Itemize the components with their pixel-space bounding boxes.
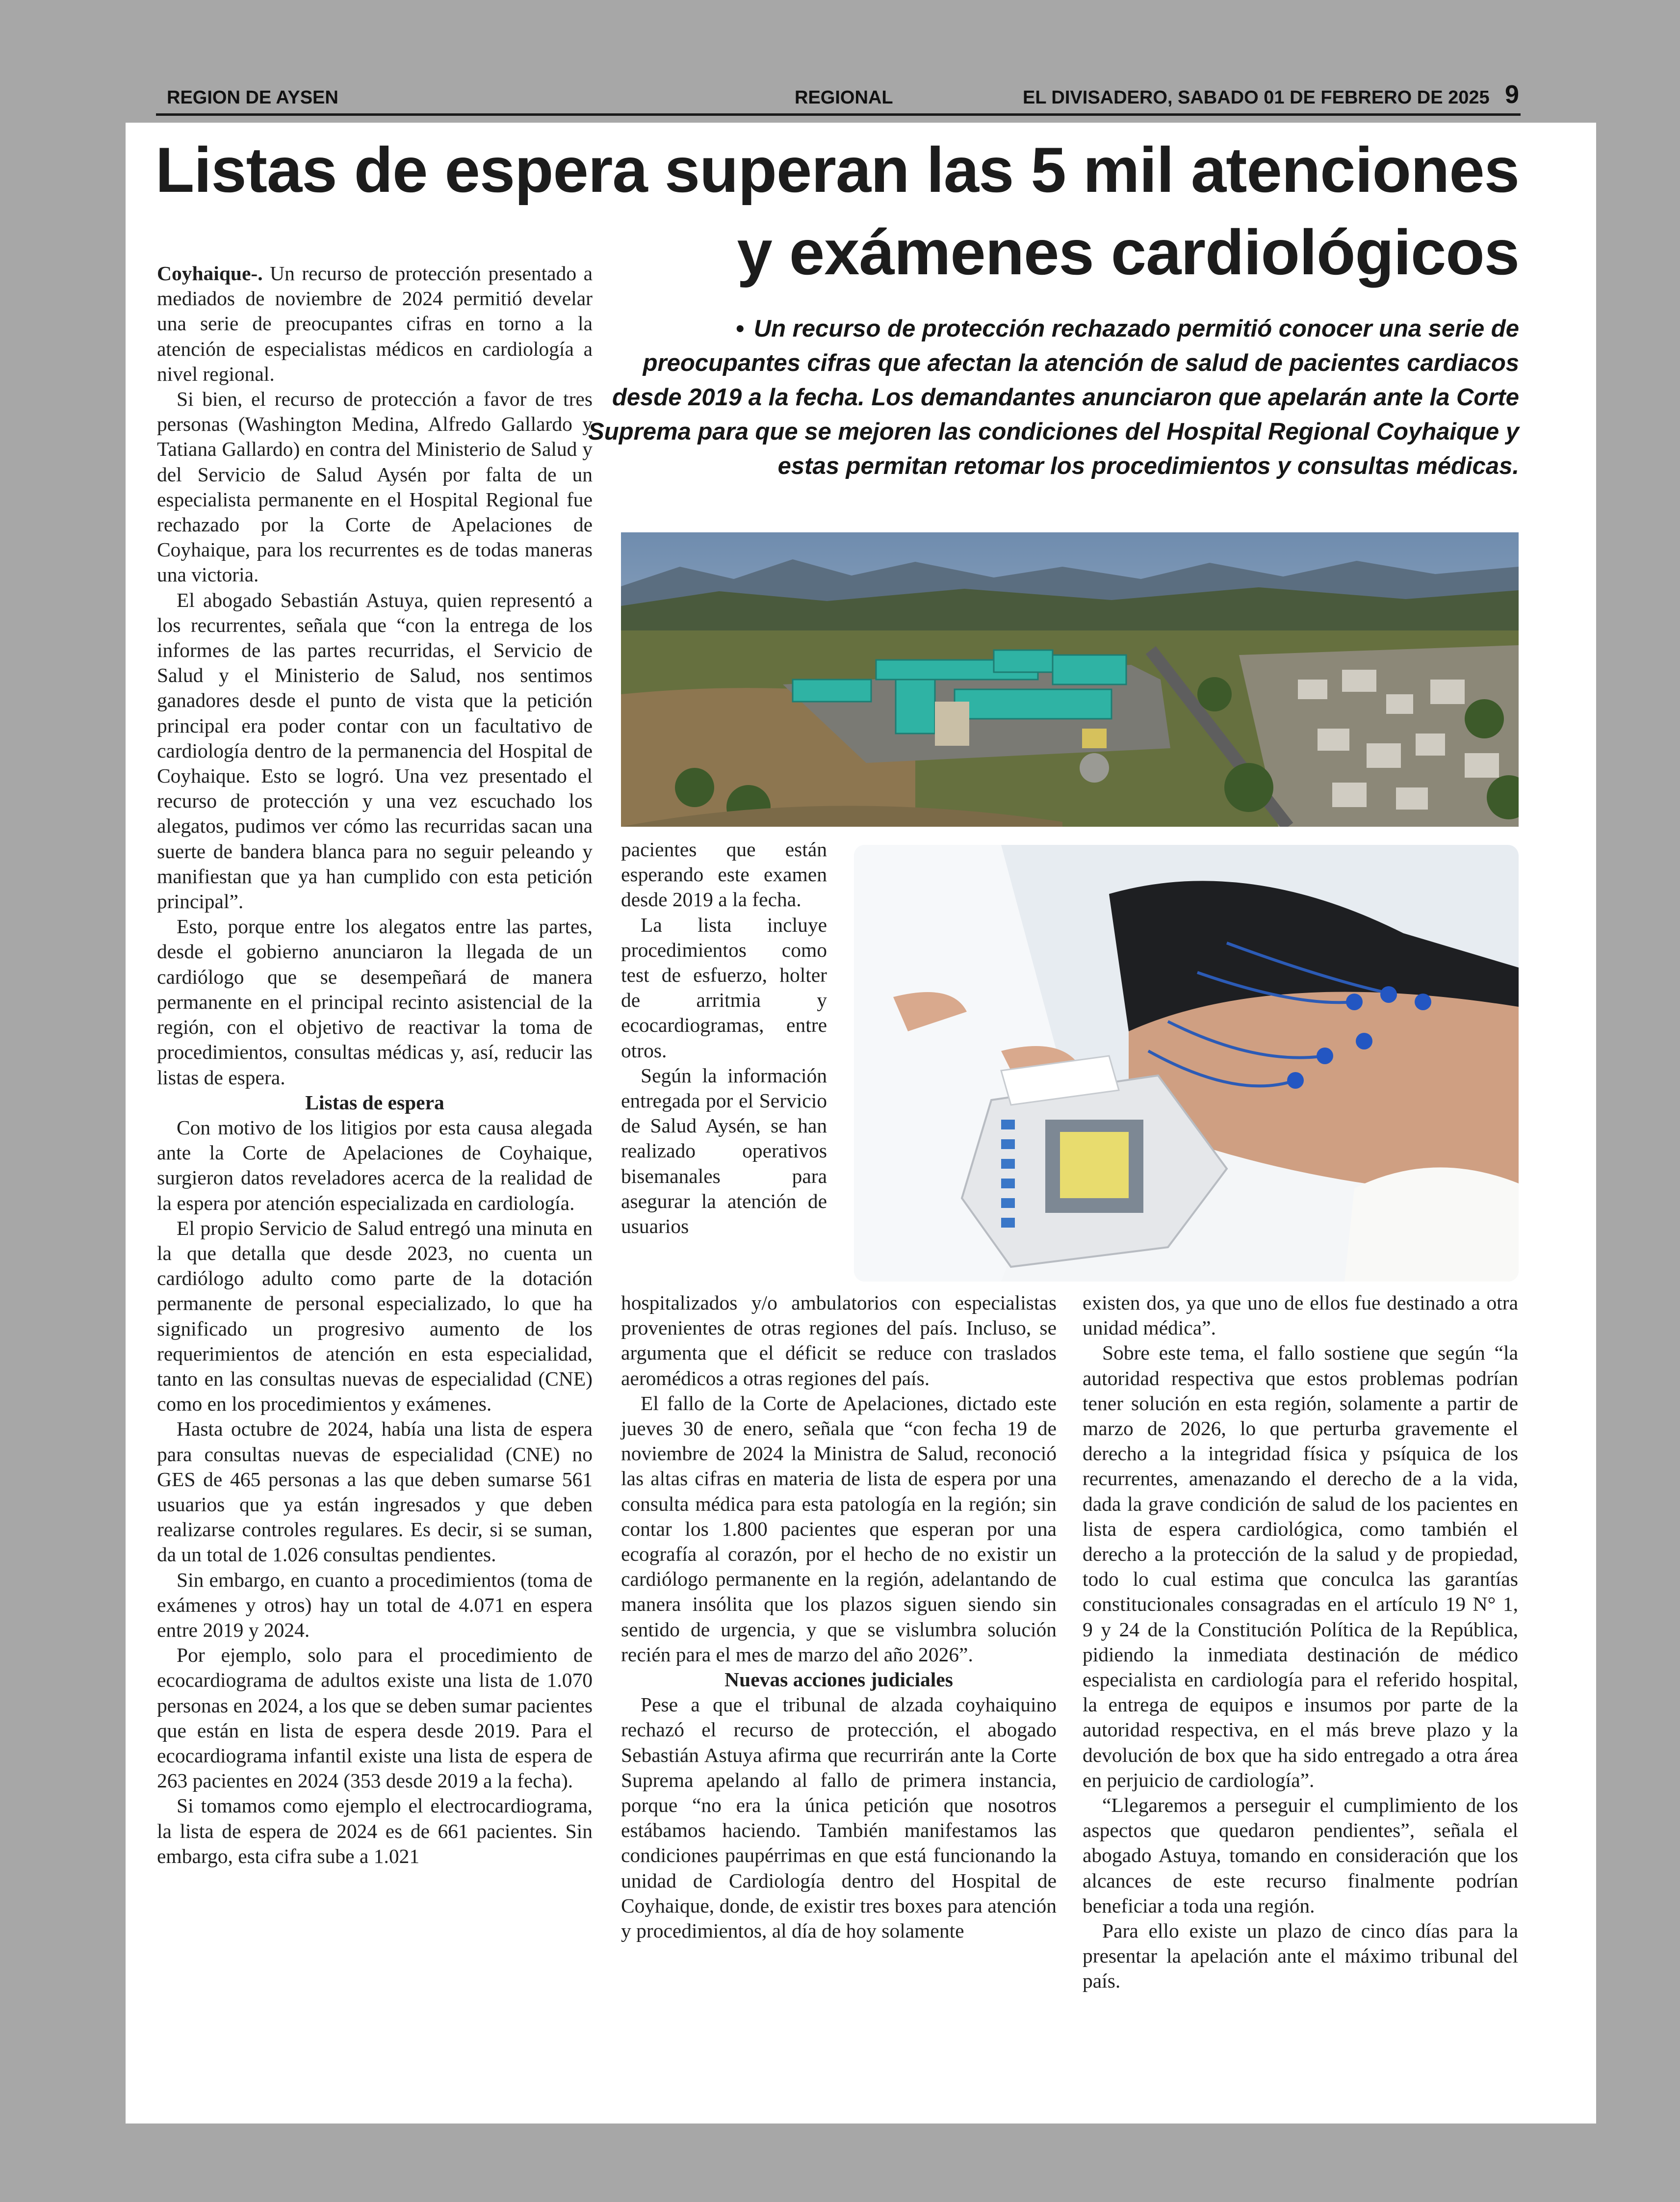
deck-bullet: •	[735, 315, 744, 342]
article-headline: Listas de espera superan las 5 mil atenciones y exámenes cardiológicos	[155, 134, 1519, 288]
article-deck	[587, 312, 1519, 483]
column-2-narrow	[621, 837, 827, 1239]
column-1	[157, 261, 593, 1869]
paragraph: Para ello existe un plazo de cinco días para la presentar la apelación ante el máximo tribunal del país.	[1083, 1919, 1518, 1992]
paragraph: Según la información entregada por el Servicio de Salud Aysén, se han realizado operativos bisemanales para asegurar la atención de usuarios	[621, 1064, 827, 1238]
section-name: REGIONAL	[795, 87, 893, 108]
paragraph: Si bien, el recurso de protección a favor de tres personas (Washington Medina, Alfredo Gallardo y Tatiana Gallardo) en contra del Ministerio de Salud y del Servicio de Salud Aysén por falta de un especialista permanente en el Hospital Regional fue rechazado por la Corte de Apelaciones de Coyhaique, para los recurrentes es de todas maneras una victoria.	[157, 388, 593, 586]
paragraph: “Llegaremos a perseguir el cumplimiento de los aspectos que quedaron pendientes”, señala el abogado Astuya, tomando en consideración que los alcances de este recurso finalmente podrían beneficiar a toda una región.	[1083, 1794, 1518, 1917]
paragraph: Por ejemplo, solo para el procedimiento de ecocardiograma de adultos existe una lista de 1.070 personas en 2024, a los que se deben sumar pacientes que están en lista de espera desde 2019. Para el ecocardiograma infantil existe una lista de espera de 263 pacientes en 2024 (353 desde 2019 a la fecha).	[157, 1644, 593, 1792]
hospital-aerial-photo	[621, 532, 1519, 827]
header-rule	[156, 113, 1521, 116]
paragraph: existen dos, ya que uno de ellos fue destinado a otra unidad médica”.	[1083, 1291, 1518, 1339]
paragraph: El abogado Sebastián Astuya, quien representó a los recurrentes, señala que “con la entrega de los informes de las partes recurridas, el Servicio de Salud y el Ministerio de Salud, nos sentimos ganadores desde el punto de vista que la petición principal era poder contar con un facultativo de cardiología dentro de la permanencia del Hospital de Coyhaique. Esto se logró. Una vez presentado el recurso de protección y una vez escuchado los alegatos, pudimos ver cómo las recurridas sacan una suerte de bandera blanca para no seguir peleando y manifiestan que ya han cumplido con esta petición principal”.	[157, 588, 593, 913]
paragraph: El fallo de la Corte de Apelaciones, dictado este jueves 30 de enero, señala que “con fecha 19 de noviembre de 2024 la Ministra de Salud, reconoció las altas cifras en materia de lista de espera por una consulta médica para esta patología en la región; sin contar los 1.800 pacientes que esperan por una ecografía al corazón, por el hecho de no existir un cardiólogo permanente en la región, adelantando de manera insólita que los plazos siguen siendo sin sentido de urgencia, y que se vislumbra solución recién para el mes de marzo del año 2026”.	[621, 1391, 1057, 1666]
deck-text: Un recurso de protección rechazado permitió conocer una serie de preocupantes cifras que afectan la atención de salud de pacientes cardiacos desde 2019 a la fecha. Los demandantes anunciaron que apelarán ante la Corte Suprema para que se mejoren las condiciones del Hospital Regional Coyhaique y estas permitan retomar los procedimientos y consultas médicas.	[588, 315, 1519, 479]
lead-dateline: Coyhaique-.	[157, 262, 263, 285]
column-2	[621, 1290, 1057, 1943]
column-3	[1083, 1290, 1518, 1994]
paragraph: pacientes que están esperando este examen desde 2019 a la fecha.	[621, 838, 827, 911]
paragraph: El propio Servicio de Salud entregó una minuta en la que detalla que desde 2023, no cuenta un cardiólogo adulto como parte de la dotación permanente de personal especializado, lo que ha significado un progresivo aumento de los requerimientos de atención en esta especialidad, tanto en las consultas nuevas de especialidad (CNE) como en los procedimientos y exámenes.	[157, 1216, 593, 1416]
subheading: Nuevas acciones judiciales	[724, 1668, 953, 1691]
paragraph: hospitalizados y/o ambulatorios con especialistas provenientes de otras regiones del país. Incluso, se argumenta que el déficit se reduce con traslados aeromédicos a otras regiones del país.	[621, 1291, 1057, 1389]
paragraph: Si tomamos como ejemplo el electrocardiograma, la lista de espera de 2024 es de 661 pacientes. Sin embargo, esta cifra sube a 1.021	[157, 1794, 593, 1867]
subheading: Listas de espera	[305, 1091, 444, 1114]
dateline: EL DIVISADERO, SABADO 01 DE FEBRERO DE 2025	[1023, 87, 1490, 108]
paragraph: Sobre este tema, el fallo sostiene que según “la autoridad respectiva que estos problemas podrían tener solución en esta región, solamente a partir de marzo de 2026, lo que perturba gravemente el derecho a la integridad física y psíquica de los recurrentes, amenazando el derecho de a la vida, dada la grave condición de salud de los pacientes en lista de espera cardiológica, como también el derecho a la protección de la salud y de propiedad, todo lo cual estima que conculca las garantías constitucionales consagradas en el artículo 19 N° 1, 9 y 24 de la Constitución Política de la República, pidiendo la inmediata destinación de médico especialista en cardiología para el referido hospital, la entrega de equipos e insumos por parte de la autoridad respectiva, en el más breve plazo y la devolución de box que ha sido entregado a otra área en perjuicio de cardiología”.	[1083, 1341, 1518, 1791]
paragraph: Pese a que el tribunal de alzada coyhaiquino rechazó el recurso de protección, el abogado Sebastián Astuya afirma que recurrirán ante la Corte Suprema apelando al fallo de primera instancia, porque “no era la única petición que nosotros estábamos haciendo. También manifestamos las condiciones paupérrimas en que está funcionando la unidad de Cardiología dentro del Hospital de Coyhaique, donde, de existir tres boxes para atención y procedimientos, al día de hoy solamente	[621, 1693, 1057, 1942]
page-number: 9	[1505, 80, 1519, 109]
paragraph: Hasta octubre de 2024, había una lista de espera para consultas nuevas de especialidad (CNE) no GES de 465 personas a las que deben sumarse 561 usuarios que ya están ingresados y que deben realizarse controles regulares. Es decir, si se suman, da un total de 1.026 consultas pendientes.	[157, 1417, 593, 1566]
ecg-exam-photo	[854, 845, 1519, 1282]
paragraph: Esto, porque entre los alegatos entre las partes, desde el gobierno anunciaron la llegada de un cardiólogo que se desempeñará de manera permanente en el principal recinto asistencial de la región, con el objetivo de reactivar la toma de procedimientos, consultas médicas y, así, reducir las listas de espera.	[157, 915, 593, 1089]
paragraph: Sin embargo, en cuanto a procedimientos (toma de exámenes y otros) hay un total de 4.071 en espera entre 2019 y 2024.	[157, 1568, 593, 1641]
paragraph: Con motivo de los litigios por esta causa alegada ante la Corte de Apelaciones de Coyhaique, surgieron datos reveladores acerca de la realidad de la espera por atención especializada en cardiología.	[157, 1116, 593, 1214]
paragraph: La lista incluye procedimientos como test de esfuerzo, holter de arritmia y ecocardiogramas, entre otros.	[621, 913, 827, 1062]
section-label: REGION DE AYSEN	[167, 87, 338, 108]
paragraph: Un recurso de protección presentado a mediados de noviembre de 2024 permitió develar una serie de preocupantes cifras en torno a la atención de especialistas médicos en cardiología a nivel regional.	[157, 262, 593, 385]
